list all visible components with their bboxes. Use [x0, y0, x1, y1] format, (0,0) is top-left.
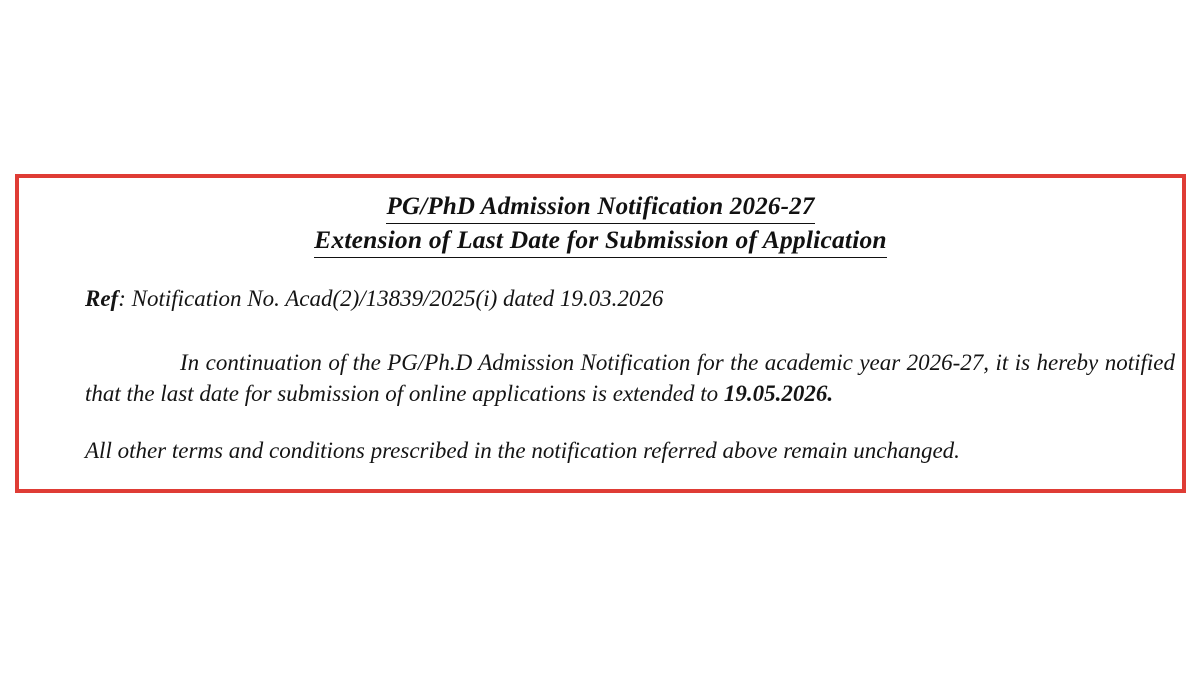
body-paragraph-main: [85, 347, 1175, 409]
notification-box: [15, 174, 1186, 493]
body-paragraph-terms: All other terms and conditions prescribed in the notification referred above remain unchanged.: [85, 438, 960, 463]
heading-line-2-text: Extension of Last Date for Submission of Application: [314, 224, 887, 258]
heading-line-2: [51, 224, 1150, 258]
heading-line-1: [51, 192, 1150, 224]
heading-line-1-text: PG/PhD Admission Notification 2026-27: [386, 192, 814, 224]
reference-label: Ref: [85, 286, 119, 311]
notification-content: [19, 178, 1182, 489]
notification-heading: [51, 192, 1150, 258]
extended-date: 19.05.2026.: [723, 381, 834, 406]
reference-text: : Notification No. Acad(2)/13839/2025(i) dated 19.03.2026: [118, 286, 664, 311]
body-paragraph-main-text: In continuation of the PG/Ph.D Admission Notification for the academic year 2026-27, it is hereby notified that the last date for submission of online applications is extended to: [85, 350, 1175, 406]
reference-line: [85, 285, 1150, 313]
